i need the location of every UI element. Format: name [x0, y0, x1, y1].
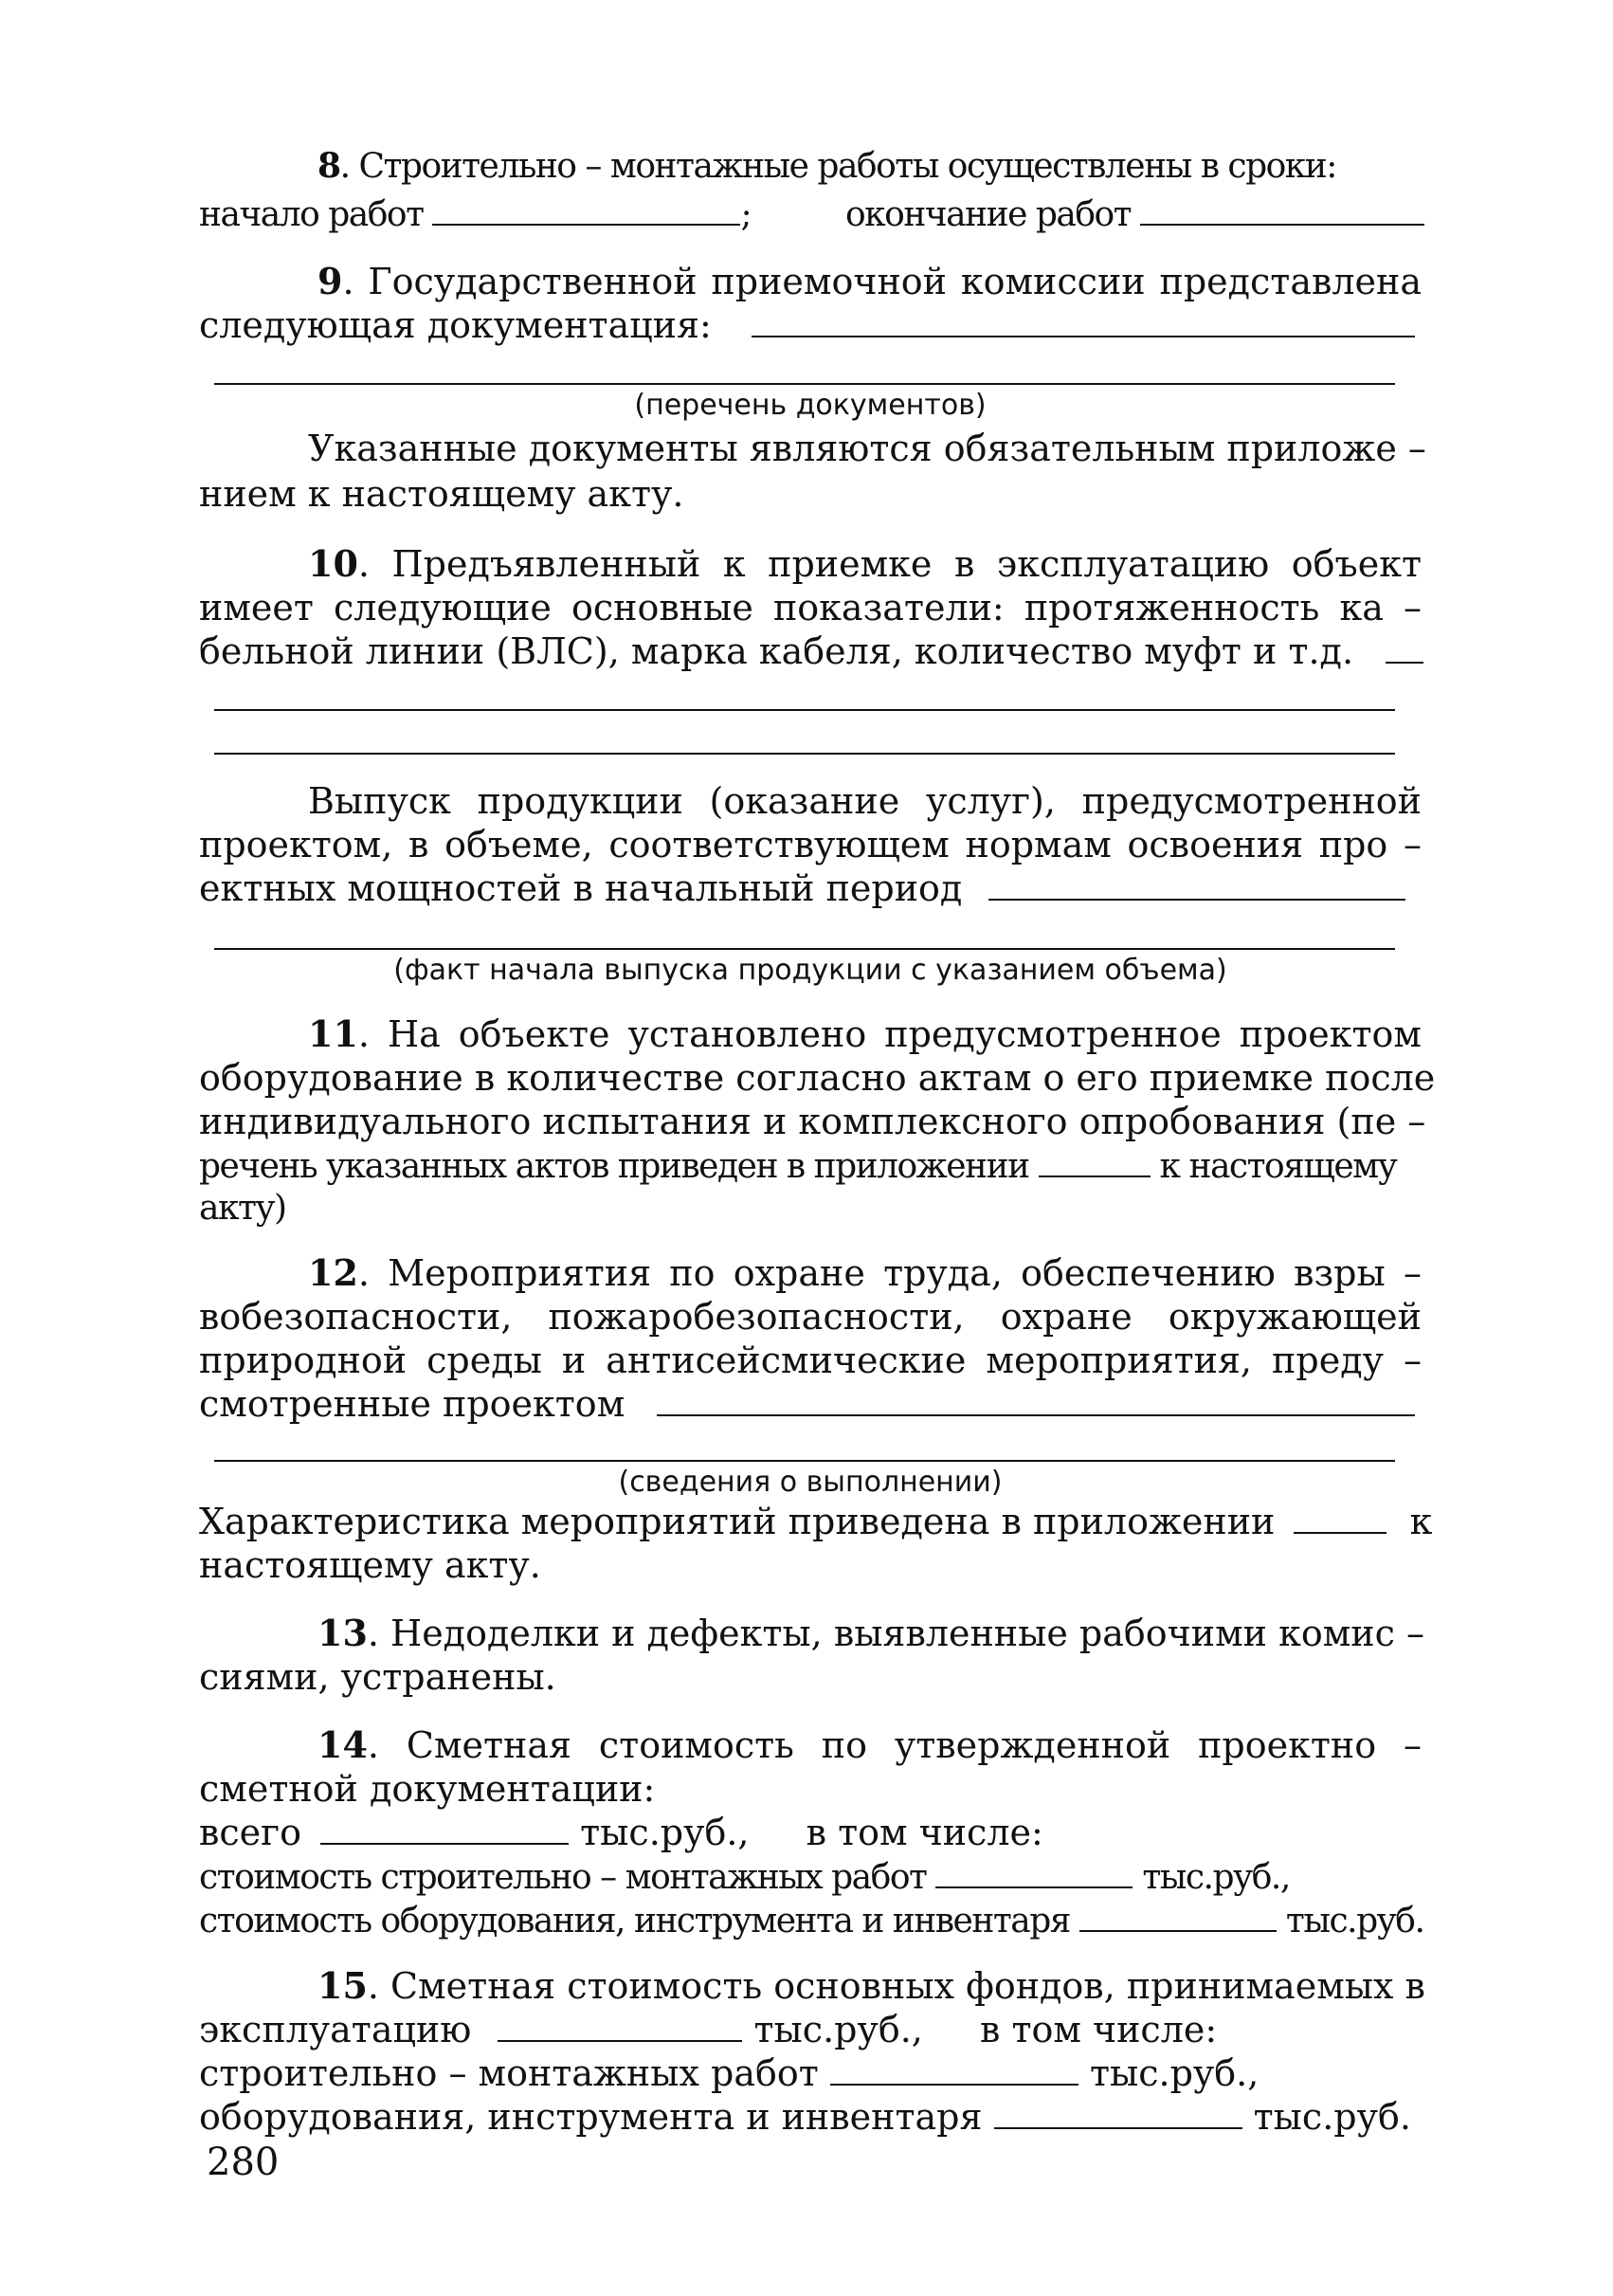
fixed-assets-blank[interactable]	[498, 2006, 742, 2042]
output-rule[interactable]	[214, 948, 1395, 950]
section-10-line-1: 10. Предъявленный к приемке в эксплуатацию объект	[308, 542, 1422, 585]
section-9-note-2: нием к настоящему акту.	[199, 473, 684, 515]
output-line-3: ектных мощностей в начальный период	[199, 865, 1422, 912]
measures-rule[interactable]	[214, 1460, 1395, 1462]
section-11-line-5: акту)	[199, 1189, 286, 1228]
section-10-line-2: имеет следующие основные показатели: протяженность ка –	[199, 587, 1422, 629]
measures-blank[interactable]	[657, 1380, 1415, 1416]
section-11-number: 11	[308, 1012, 358, 1055]
documentation-rule[interactable]	[214, 383, 1395, 385]
end-date-blank[interactable]	[1140, 190, 1424, 226]
section-13-line-1: 13. Недоделки и дефекты, выявленные рабочими комис –	[317, 1612, 1424, 1654]
output-line-1: Выпуск продукции (оказание услуг), предусмотренной	[308, 780, 1422, 822]
section-11-line-3: индивидуального испытания и комплексного опробования (пе –	[199, 1101, 1426, 1142]
section-10-line-3: бельной линии (ВЛС), марка кабеля, количество муфт и т.д.	[199, 628, 1422, 675]
fixed-construction-blank[interactable]	[830, 2050, 1078, 2086]
section-14-line-1: 14. Сметная стоимость по утвержденной проектно –	[317, 1723, 1422, 1766]
fixed-equipment-blank[interactable]	[994, 2093, 1242, 2129]
section-8-title	[199, 142, 1422, 190]
section-9-number: 9	[317, 260, 343, 302]
section-11-line-2: оборудование в количестве согласно актам о его приемке после	[199, 1057, 1436, 1099]
section-9-note-1: Указанные документы являются обязательным приложе –	[308, 428, 1426, 469]
documentation-blank[interactable]	[752, 301, 1415, 337]
acts-appendix-blank[interactable]	[1039, 1141, 1151, 1177]
construction-cost-blank[interactable]	[935, 1852, 1133, 1888]
section-12-line-3: природной среды и антисейсмические мероприятия, преду –	[199, 1339, 1422, 1381]
output-line-2: проектом, в объеме, соответствующем нормам освоения про –	[199, 824, 1422, 866]
section-12-caption: (сведения о выполнении)	[618, 1466, 1003, 1499]
section-14-total: всего тыс.руб., в том числе:	[199, 1809, 1422, 1856]
section-9-line-1: 9. Государственной приемочной комиссии представлена	[317, 260, 1422, 302]
start-date-blank[interactable]	[432, 190, 740, 226]
section-15-number: 15	[317, 1964, 368, 2007]
section-15-equipment: оборудования, инструмента и инвентаря тыс.руб.	[199, 2093, 1422, 2141]
indicators-rule-2[interactable]	[214, 753, 1395, 755]
section-14-number: 14	[317, 1723, 368, 1766]
section-9-line-2: следующая документация:	[199, 301, 1422, 349]
section-8-number: 8	[317, 146, 340, 186]
section-11-line-1: 11. На объекте установлено предусмотренное проектом	[308, 1012, 1422, 1055]
start-separator: ;	[740, 195, 752, 234]
section-14-line-2: сметной документации:	[199, 1768, 656, 1810]
section-15-construction: строительно – монтажных работ тыс.руб.,	[199, 2050, 1422, 2097]
page-number: 280	[207, 2141, 280, 2184]
section-10-caption: (факт начала выпуска продукции с указанием объема)	[393, 954, 1227, 987]
section-12-number: 12	[308, 1251, 358, 1294]
section-12-line-4: смотренные проектом	[199, 1380, 1422, 1428]
measures-appendix-blank[interactable]	[1294, 1498, 1386, 1534]
section-12-line-1: 12. Мероприятия по охране труда, обеспечению взры –	[308, 1251, 1422, 1294]
section-12-note-1: Характеристика мероприятий приведена в приложении к	[199, 1498, 1422, 1545]
section-8-text: . Строительно – монтажные работы осуществлены в сроки:	[339, 147, 1336, 186]
section-12-note-2: настоящему акту.	[199, 1544, 541, 1586]
total-cost-blank[interactable]	[320, 1809, 569, 1845]
section-12-line-2: вобезопасности, пожаробезопасности, охране окружающей	[199, 1296, 1422, 1338]
section-15-line-2: эксплуатацию тыс.руб., в том числе:	[199, 2006, 1422, 2053]
indicators-rule-1[interactable]	[214, 709, 1395, 711]
section-11-line-4: речень указанных актов приведен в приложении к настоящему	[199, 1141, 1422, 1189]
start-label: начало работ	[199, 195, 424, 234]
section-13-line-2: сиями, устранены.	[199, 1656, 556, 1698]
section-14-construction: стоимость строительно – монтажных работ тыс.руб.,	[199, 1852, 1422, 1900]
initial-period-blank[interactable]	[988, 865, 1405, 901]
section-14-equipment: стоимость оборудования, инструмента и инвентаря тыс.руб.	[199, 1896, 1422, 1943]
section-9-caption: (перечень документов)	[634, 389, 987, 422]
section-10-number: 10	[308, 542, 358, 585]
end-label: окончание работ	[844, 195, 1132, 234]
equipment-cost-blank[interactable]	[1079, 1896, 1277, 1932]
section-15-line-1: 15. Сметная стоимость основных фондов, принимаемых в	[317, 1964, 1425, 2007]
indicators-blank[interactable]	[1386, 628, 1423, 664]
section-13-number: 13	[317, 1612, 368, 1654]
section-8-dates	[199, 190, 1422, 237]
